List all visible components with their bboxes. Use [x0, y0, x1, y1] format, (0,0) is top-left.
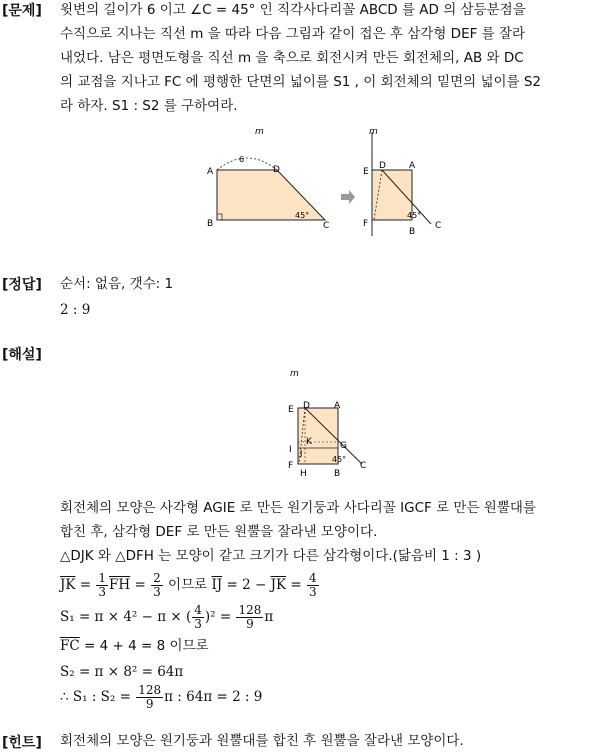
problem-line-4: 의 교점을 지나고 FC 에 평행한 단면의 넓이를 S1 , 이 회전체의 밑면의 넓이를 S2: [60, 74, 542, 90]
problem-line-5: 라 하자. S1 : S2 를 구하여라.: [60, 98, 238, 114]
fig2-e-label: E: [363, 167, 369, 177]
fig1-m-label: m: [255, 127, 264, 137]
fig3-angle-label: 45°: [332, 455, 347, 464]
explanation-figure: [276, 368, 376, 480]
problem-figure: [195, 124, 455, 236]
problem-line-3: 내었다. 남은 평면도형을 직선 m 을 축으로 회전시켜 만든 회전체의, AB 와 DC: [60, 50, 524, 66]
fig3-a-label: A: [334, 401, 341, 411]
fig1-a-label: A: [207, 167, 214, 177]
frac-128-9: $\frac{128}{9}$: [238, 603, 262, 631]
answer-line-1: 순서: 없음, 갯수: 1: [60, 276, 174, 292]
hint-label: [힌트]: [2, 735, 42, 751]
problem-line-2: 수직으로 지나는 직선 m 을 따라 다음 그림과 같이 접은 후 삼각형 DEF 를 잘라: [60, 26, 526, 42]
fig3-i-label: I: [289, 445, 292, 455]
arrow-icon: [341, 190, 355, 204]
fig2-m-label: m: [369, 127, 378, 137]
frac-four-thirds: $\frac{4}{3}$: [309, 571, 317, 599]
explanation-line-3: △DJK 와 △DFH 는 모양이 같고 크기가 다른 삼각형이다.(닮음비 1 : 3 ): [60, 548, 482, 564]
fig3-e-label: E: [288, 405, 294, 415]
explanation-line-1: 회전체의 모양은 사각형 AGIE 로 만든 원기둥과 사다리꼴 IGCF 로 만든 원뿔대를: [60, 500, 536, 516]
frac-two-thirds: $\frac{2}{3}$: [153, 571, 161, 599]
s2-equation: S₂ = π × 8² = 64π: [60, 664, 184, 680]
fig3-c-label: C: [360, 461, 367, 471]
fig3-j-label: J: [300, 449, 303, 458]
fig1-six-label: 6: [239, 155, 245, 164]
fig2-f-label: F: [363, 219, 369, 229]
s1-equation: S₁ = π × 4² − π × ( $\frac{4}{3}$ )² = $\frac{128}{9}$ π: [60, 603, 274, 631]
fig3-k-label: K: [306, 437, 312, 447]
problem-line-1: 윗변의 길이가 6 이고 ∠C = 45° 인 직각사다리꼴 ABCD 를 AD 의 삼등분점을: [60, 2, 526, 18]
frac-s1-inner: $\frac{4}{3}$: [194, 603, 202, 631]
fig3-b-label: B: [334, 469, 341, 479]
explanation-label: [해설]: [2, 347, 42, 363]
fig1-c-label: C: [323, 221, 330, 231]
fig3-m-label: m: [290, 369, 299, 379]
ratio-equation: ∴ S₁ : S₂ = $\frac{128}{9}$ π : 64π = 2 : 9: [60, 683, 263, 711]
fig3-g-label: G: [340, 441, 347, 451]
frac-ratio-128-9: $\frac{128}{9}$: [138, 683, 162, 711]
fig3-d-label: D: [303, 401, 310, 411]
fig1-angle-label: 45°: [295, 211, 310, 220]
fig2-b-label: B: [409, 227, 416, 236]
hint-text: 회전체의 모양은 원기둥과 원뿔대를 합친 후 원뿔을 잘라낸 모양이다.: [60, 733, 464, 749]
fig2-d-label: D: [379, 161, 386, 171]
explanation-line-2: 합친 후, 삼각형 DEF 로 만든 원뿔을 잘라낸 모양이다.: [60, 524, 378, 540]
answer-line-2: 2 : 9: [60, 302, 91, 318]
fig1-d-label: D: [273, 165, 280, 175]
fig3-f-label: F: [288, 461, 294, 471]
fig2-a-label: A: [409, 161, 416, 171]
fig1-b-label: B: [207, 219, 214, 229]
frac-one-third: $\frac{1}{3}$: [98, 571, 107, 599]
answer-label: [정답]: [2, 277, 42, 293]
fig2-c-label: C: [435, 221, 442, 231]
problem-label: [문제]: [2, 3, 42, 19]
jk-equation: $\overline{JK}$ = $\frac{1}{3}$ $\overline{FH}$ = $\frac{2}{3}$ 이므로 $\overline{IJ} = 2 - \overline{JK}$ = $\frac{4}{3}$: [60, 571, 317, 599]
fig3-h-label: H: [300, 469, 307, 479]
fc-equation: $\overline{FC} = 4 + 4 = 8$ 이므로: [60, 638, 209, 654]
fig2-angle-label: 45°: [407, 211, 422, 220]
